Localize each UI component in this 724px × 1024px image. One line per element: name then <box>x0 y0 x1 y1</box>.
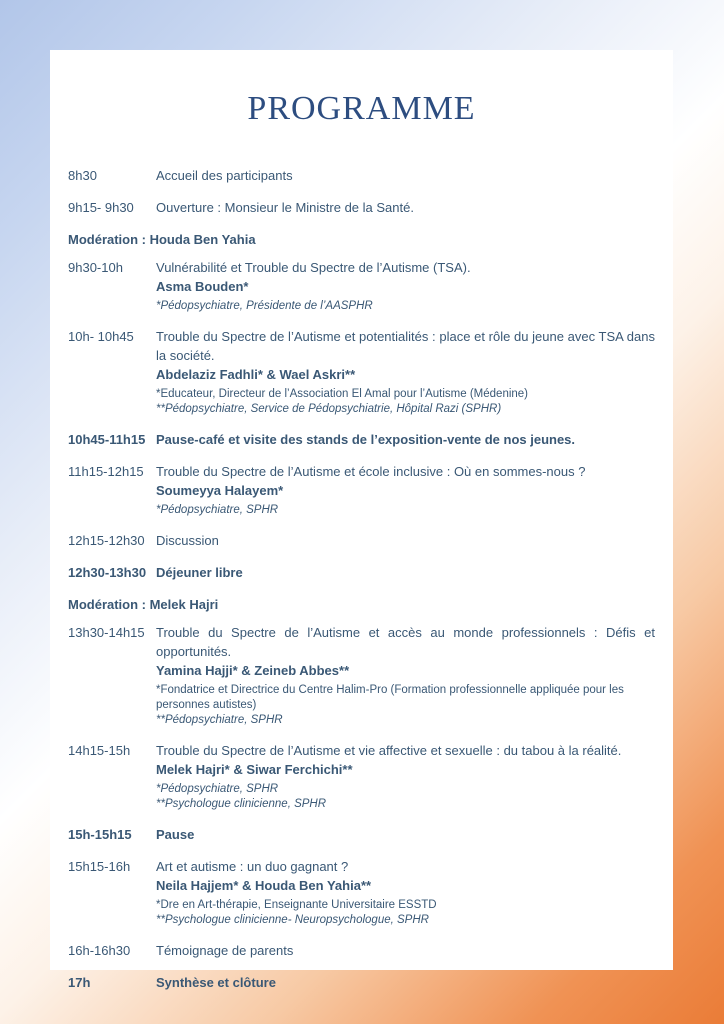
session-content <box>156 563 655 582</box>
session-time: 14h15-15h <box>68 743 131 758</box>
session-time: 12h30-13h30 <box>68 565 147 580</box>
schedule-row <box>68 166 655 185</box>
session-content <box>156 462 655 518</box>
session-content <box>156 941 655 960</box>
session-time: 15h15-16h <box>68 859 131 874</box>
session-time: 9h30-10h <box>68 260 123 275</box>
session-title: Vulnérabilité et Trouble du Spectre de l’Autisme (TSA). <box>156 260 471 275</box>
session-content <box>156 327 655 417</box>
session-title: Ouverture : Monsieur le Ministre de la Santé. <box>156 200 414 215</box>
session-speakers: Melek Hajri* & Siwar Ferchichi** <box>156 762 353 777</box>
schedule-row <box>68 258 655 314</box>
session-speakers: Soumeyya Halayem* <box>156 483 284 498</box>
session-time: 16h-16h30 <box>68 943 131 958</box>
session-speakers: Abdelaziz Fadhli* & Wael Askri** <box>156 367 356 382</box>
session-content <box>156 430 655 449</box>
session-content <box>156 741 655 812</box>
session-notes <box>156 683 655 728</box>
session-note: *Pédopsychiatre, Présidente de l’AASPHR <box>156 300 373 312</box>
session-time: 10h45-11h15 <box>68 432 146 447</box>
session-title: Trouble du Spectre de l’Autisme et école inclusive : Où en sommes-nous ? <box>156 464 586 479</box>
session-notes <box>156 299 655 314</box>
page-title: PROGRAMME <box>247 90 476 127</box>
schedule-row <box>68 563 655 582</box>
session-note: *Dre en Art-thérapie, Enseignante Universitaire ESSTD <box>156 899 437 911</box>
session-notes <box>156 387 655 417</box>
session-title: Pause-café et visite des stands de l’exposition-vente de nos jeunes. <box>156 432 576 447</box>
session-content <box>156 973 655 992</box>
schedule-row <box>68 327 655 417</box>
session-note: **Psychologue clinicienne- Neuropsychologue, SPHR <box>156 914 429 926</box>
session-note: *Fondatrice et Directrice du Centre Halim-Pro (Formation professionnelle appliquée pour les personnes autistes) <box>156 684 624 711</box>
session-content <box>156 166 655 185</box>
session-time: 9h15- 9h30 <box>68 200 134 215</box>
session-title: Art et autisme : un duo gagnant ? <box>156 859 349 874</box>
session-time: 13h30-14h15 <box>68 625 145 640</box>
schedule-row <box>68 973 655 992</box>
session-note: **Pédopsychiatre, Service de Pédopsychiatrie, Hôpital Razi (SPHR) <box>156 403 502 415</box>
session-title: Accueil des participants <box>156 168 293 183</box>
schedule-row <box>68 623 655 728</box>
session-title: Témoignage de parents <box>156 943 294 958</box>
session-notes <box>156 898 655 928</box>
session-title: Trouble du Spectre de l’Autisme et vie affective et sexuelle : du tabou à la réalité. <box>156 743 622 758</box>
session-content <box>156 623 655 728</box>
session-time: 17h <box>68 975 91 990</box>
session-note: **Psychologue clinicienne, SPHR <box>156 798 327 810</box>
session-speakers: Neila Hajjem* & Houda Ben Yahia** <box>156 878 372 893</box>
session-title: Pause <box>156 827 195 842</box>
session-speakers: Asma Bouden* <box>156 279 249 294</box>
moderation-line: Modération : Melek Hajri <box>68 597 219 612</box>
schedule-row <box>68 531 655 550</box>
schedule-row <box>68 430 655 449</box>
session-time: 12h15-12h30 <box>68 533 145 548</box>
session-time: 15h-15h15 <box>68 827 132 842</box>
session-content <box>156 531 655 550</box>
content-card <box>50 50 673 990</box>
session-title: Trouble du Spectre de l’Autisme et potentialités : place et rôle du jeune avec TSA dans la société. <box>156 329 655 363</box>
schedule-row <box>68 825 655 844</box>
schedule-row <box>68 462 655 518</box>
session-speakers: Yamina Hajji* & Zeineb Abbes** <box>156 663 350 678</box>
session-title: Synthèse et clôture <box>156 975 276 990</box>
session-content <box>156 198 655 217</box>
session-content <box>156 857 655 928</box>
session-title: Discussion <box>156 533 219 548</box>
session-title: Trouble du Spectre de l’Autisme et accès au monde professionnels : Défis et opportunités. <box>156 625 655 659</box>
session-note: *Pédopsychiatre, SPHR <box>156 504 279 516</box>
session-note: *Pédopsychiatre, SPHR <box>156 783 279 795</box>
schedule-list <box>68 166 655 992</box>
session-notes <box>156 503 655 518</box>
session-note: *Educateur, Directeur de l’Association El Amal pour l’Autisme (Médenine) <box>156 388 529 400</box>
session-time: 11h15-12h15 <box>68 464 144 479</box>
schedule-row <box>68 198 655 217</box>
schedule-row <box>68 857 655 928</box>
session-content <box>156 825 655 844</box>
session-note: **Pédopsychiatre, SPHR <box>156 714 283 726</box>
session-notes <box>156 782 655 812</box>
moderation-line: Modération : Houda Ben Yahia <box>68 232 256 247</box>
session-time: 8h30 <box>68 168 97 183</box>
schedule-row <box>68 941 655 960</box>
session-content <box>156 258 655 314</box>
schedule-row <box>68 741 655 812</box>
session-time: 10h- 10h45 <box>68 329 134 344</box>
session-title: Déjeuner libre <box>156 565 243 580</box>
